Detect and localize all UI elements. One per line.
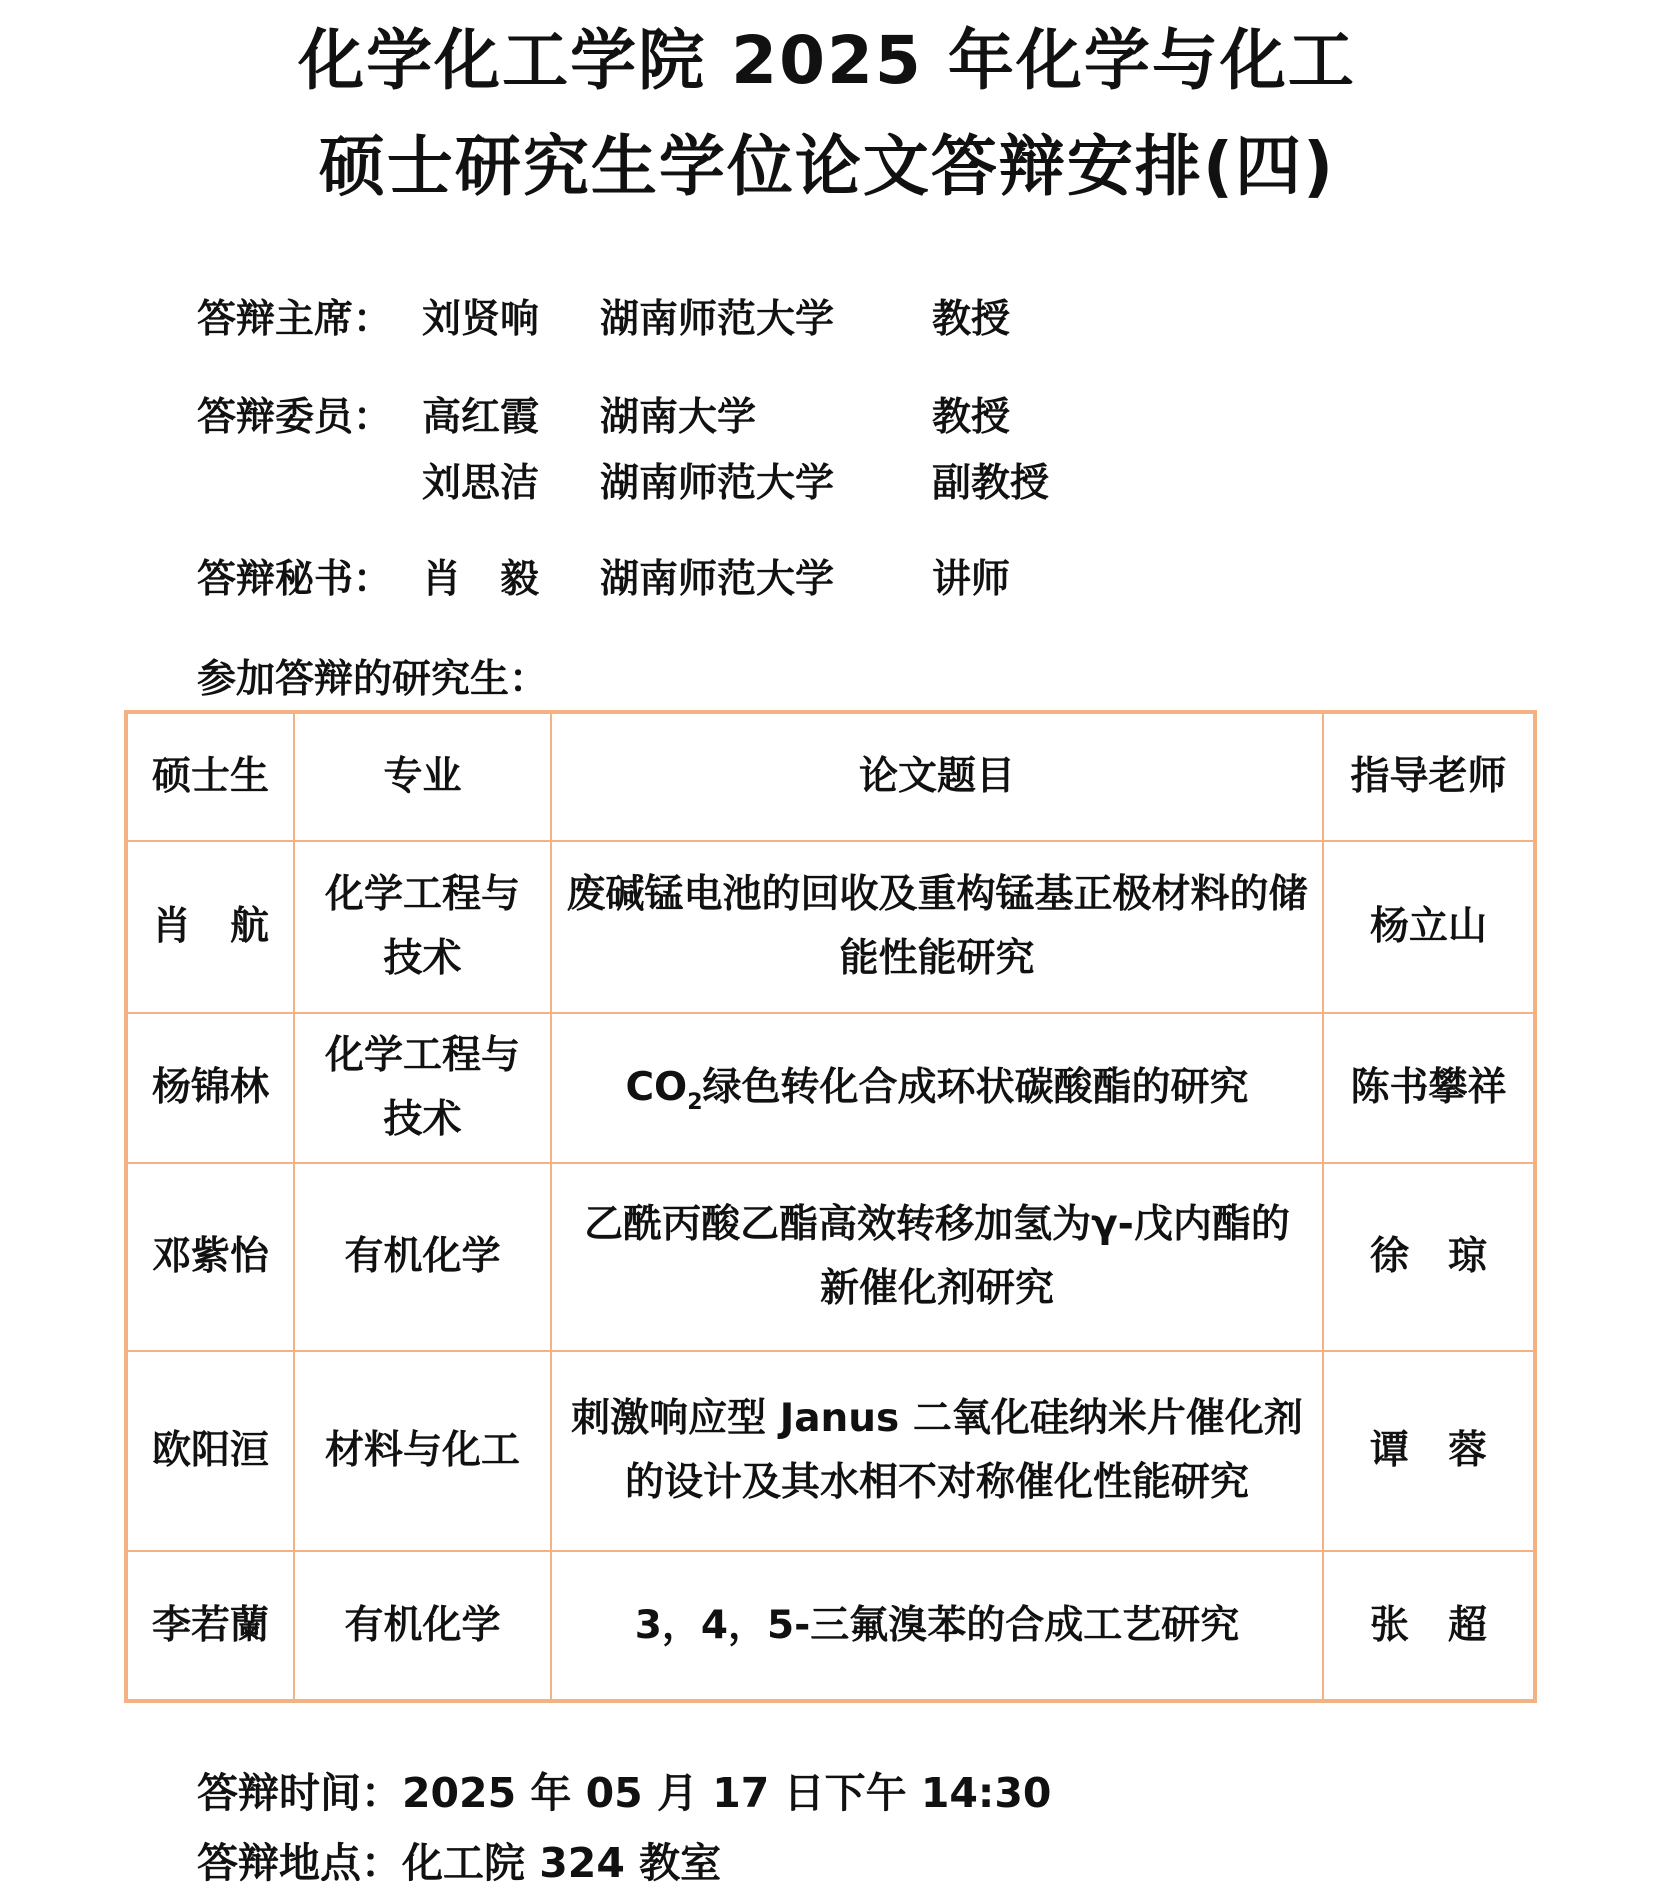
cell-thesis [551,1013,1323,1163]
document-title-line1: 化学化工学院 2025 年化学与化工 [298,22,1356,99]
cell-student: 肖 航 [126,841,294,1013]
chair-name: 刘贤响 [422,297,540,342]
cell-thesis: 乙酰丙酸乙酯高效转移加氢为γ-戊内酯的新催化剂研究 [551,1163,1323,1351]
member-rank: 副教授 [932,461,1050,506]
secretary-rank: 讲师 [932,557,1011,602]
member-name: 高红霞 [422,395,540,440]
table-row [126,1163,1535,1351]
chair-label: 答辩主席： [197,297,393,342]
member-name: 刘思洁 [422,461,540,506]
thesis-formula: CO [625,1065,688,1110]
cell-thesis: 刺激响应型 Janus 二氧化硅纳米片催化剂的设计及其水相不对称催化性能研究 [551,1351,1323,1551]
table-row [126,1551,1535,1701]
table-row [126,841,1535,1013]
students-section-label: 参加答辩的研究生： [197,657,549,702]
cell-advisor: 徐 琼 [1323,1163,1535,1351]
cell-student: 欧阳洹 [126,1351,294,1551]
cell-advisor: 杨立山 [1323,841,1535,1013]
header-advisor: 指导老师 [1323,712,1535,841]
secretary-label: 答辩秘书： [197,557,393,602]
cell-advisor: 谭 蓉 [1323,1351,1535,1551]
cell-student: 李若蘭 [126,1551,294,1701]
table-row [126,1013,1535,1163]
cell-thesis: 3，4，5-三氟溴苯的合成工艺研究 [551,1551,1323,1701]
members-label: 答辩委员： [197,395,393,440]
cell-student: 杨锦林 [126,1013,294,1163]
header-student: 硕士生 [126,712,294,841]
secretary-org: 湖南师范大学 [600,557,835,602]
document-title-line2: 硕士研究生学位论文答辩安排(四) [318,128,1336,205]
cell-major: 有机化学 [294,1163,551,1351]
member-org: 湖南大学 [600,395,757,440]
table-header-row [126,712,1535,841]
thesis-title-text: 绿色转化合成环状碳酸酯的研究 [702,1065,1249,1110]
cell-advisor: 陈书攀祥 [1323,1013,1535,1163]
cell-major: 材料与化工 [294,1351,551,1551]
table-row [126,1351,1535,1551]
chair-rank: 教授 [932,297,1011,342]
cell-major: 化学工程与技术 [294,841,551,1013]
defense-time: 答辩时间：2025 年 05 月 17 日下午 14:30 [197,1769,1052,1817]
member-org: 湖南师范大学 [600,461,835,506]
cell-student: 邓紫怡 [126,1163,294,1351]
header-major: 专业 [294,712,551,841]
cell-thesis: 废碱锰电池的回收及重构锰基正极材料的储能性能研究 [551,841,1323,1013]
thesis-formula-subscript: 2 [687,1089,703,1115]
defense-schedule-table [124,710,1537,1703]
secretary-name: 肖 毅 [422,557,540,602]
cell-major: 化学工程与技术 [294,1013,551,1163]
cell-advisor: 张 超 [1323,1551,1535,1701]
member-rank: 教授 [932,395,1011,440]
chair-org: 湖南师范大学 [600,297,835,342]
cell-major: 有机化学 [294,1551,551,1701]
header-thesis: 论文题目 [551,712,1323,841]
defense-place: 答辩地点：化工院 324 教室 [197,1839,722,1887]
